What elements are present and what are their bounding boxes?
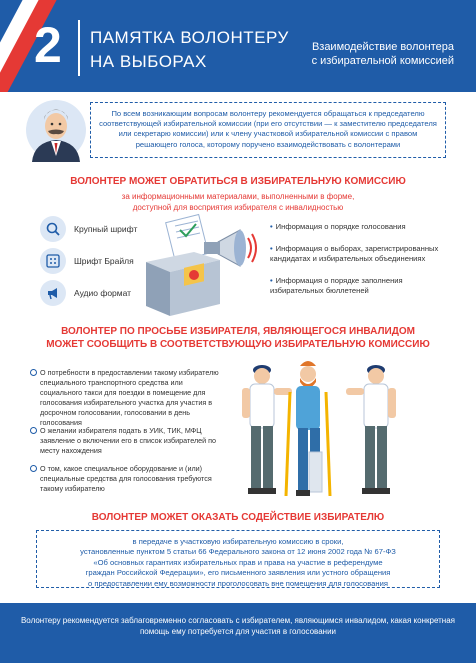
section3-title: ВОЛОНТЕР МОЖЕТ ОКАЗАТЬ СОДЕЙСТВИЕ ИЗБИРАТЕЛЮ (91, 512, 385, 523)
megaphone-icon (40, 280, 66, 306)
section2-title-line2: МОЖЕТ СООБЩИТЬ В СООТВЕТСТВУЮЩУЮ ИЗБИРАТЕЛЬНУЮ КОМИССИЮ (46, 339, 430, 350)
page-title-line2: НА ВЫБОРАХ (90, 52, 207, 71)
footer-text: Волонтеру рекомендуется заблаговременно согласовать с избирателем, являющимся инвалидом, какая конкретная помощь ему потребуется для участия в голосовании (20, 616, 456, 636)
header-divider (78, 20, 80, 76)
format-label: Шрифт Брайля (74, 256, 134, 266)
format-large-font (40, 216, 137, 242)
section1-subtitle-line1: за информационными материалами, выполненными в форме, (121, 192, 355, 201)
magnifier-icon (40, 216, 66, 242)
footer (0, 603, 476, 663)
assistance-box (36, 530, 440, 588)
section1-subtitle-line2: доступной для восприятия избирателя с инвалидностью (132, 203, 344, 212)
braille-icon (40, 248, 66, 274)
assistance-line: граждан Российской Федерации», его письменного заявления или устного обращения (85, 568, 391, 578)
list-item: О том, какое специальное оборудование и (или) специальные средства для голосования требуются такому избирателю (40, 464, 220, 494)
format-braille (40, 248, 134, 274)
list-item: О желании избирателя подать в УИК, ТИК, МФЦ заявление о включении его в список избирателей по месту нахождения (40, 426, 220, 456)
section2-title-line1: ВОЛОНТЕР ПО ПРОСЬБЕ ИЗБИРАТЕЛЯ, ЯВЛЯЮЩЕГОСЯ ИНВАЛИДОМ (61, 326, 415, 337)
info-item: • Информация о выборах, зарегистрированных кандидатах и избирательных объединениях (270, 244, 439, 263)
format-label: Крупный шрифт (74, 224, 138, 234)
header-banner (0, 0, 476, 92)
assistance-line: «Об основных гарантиях избирательных прав и права на участие в референдуме (93, 557, 383, 567)
format-audio (40, 280, 131, 306)
intro-box (90, 102, 446, 158)
format-label: Аудио формат (74, 288, 132, 298)
page-subtitle: Взаимодействие волонтера с избирательной комиссией (311, 41, 454, 67)
section1-title: ВОЛОНТЕР МОЖЕТ ОБРАТИТЬСЯ В ИЗБИРАТЕЛЬНУЮ КОМИССИЮ (70, 176, 406, 187)
official-avatar-icon (24, 98, 88, 162)
assistance-line: в передаче в участковую избирательную комиссию в сроки, (132, 537, 344, 546)
volunteers-illustration (236, 356, 448, 502)
ballot-box-illustration (140, 212, 268, 320)
assistance-line: о предоставлении ему возможности проголосовать вне помещения для голосования (88, 578, 388, 588)
intro-text: По всем возникающим вопросам волонтеру рекомендуется обращаться к председателю соответствующей избирательной комиссии (при его отсутствии — к заместителю председателя или секретарю комиссии) или к члену участковой избирательной комиссии с правом решающего голоса, которому поручено взаимодействовать с волонтерами (99, 109, 437, 149)
list-item: О потребности в предоставлении такому избирателю специального транспортного средства или социального такси для поездки в помещение для голосования избирательного участка для участия в досрочном голосовании, голосовании в день голосования (40, 368, 220, 428)
page-title-line1: ПАМЯТКА ВОЛОНТЕРУ (90, 28, 289, 47)
info-item: • Информация о порядке голосования (270, 222, 406, 231)
memo-number: 2 (34, 17, 62, 73)
info-item: • Информация о порядке заполнения избирательных бюллетеней (270, 276, 403, 295)
assistance-line: установленные пунктом 5 статьи 66 Федерального закона от 12 июня 2002 года № 67-ФЗ (80, 547, 396, 557)
